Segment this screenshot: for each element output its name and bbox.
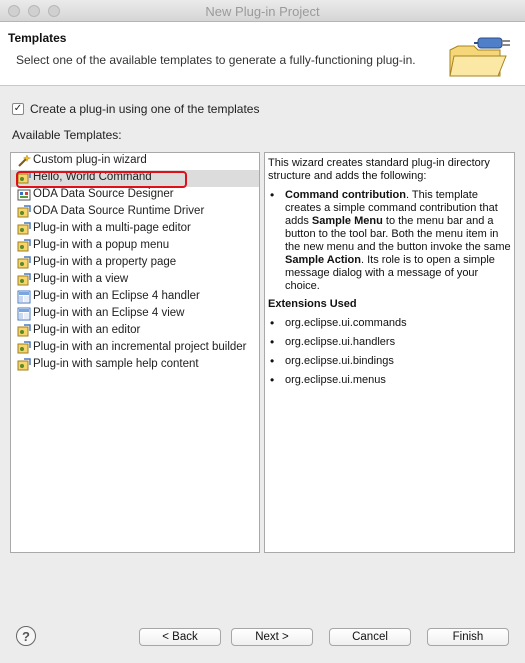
template-item-e4-handler[interactable] bbox=[11, 289, 259, 306]
create-from-template-checkbox[interactable]: ✓ bbox=[13, 103, 23, 114]
template-item-oda-designer[interactable] bbox=[11, 187, 259, 204]
template-item-label: Plug-in with a popup menu bbox=[33, 239, 170, 251]
plugin-template-icon bbox=[17, 358, 31, 372]
description-bold-command-contribution: Command contribution bbox=[285, 189, 406, 201]
template-item-view[interactable] bbox=[11, 272, 259, 289]
plugin-template-icon bbox=[17, 341, 31, 355]
page-description: Select one of the available templates to generate a fully-functioning plug-in. bbox=[16, 53, 416, 67]
description-intro: This wizard creates standard plug-in directory structure and adds the following: bbox=[268, 157, 490, 182]
available-templates-label: Available Templates: bbox=[12, 128, 122, 142]
template-item-e4-view[interactable] bbox=[11, 306, 259, 323]
window-titlebar bbox=[0, 0, 525, 22]
template-item-label: Plug-in with an Eclipse 4 view bbox=[33, 307, 185, 319]
e4-template-icon bbox=[17, 290, 31, 304]
extension-item: • org.eclipse.ui.menus bbox=[268, 374, 511, 387]
description-text: . This template creates a simple command contribution that adds bbox=[285, 189, 498, 227]
description-text: . Its role is to open a simple message dialog with a message of your choice. bbox=[285, 254, 495, 292]
extension-item: • org.eclipse.ui.commands bbox=[268, 317, 511, 330]
template-item-help-content[interactable] bbox=[11, 357, 259, 374]
template-item-label: Plug-in with an Eclipse 4 handler bbox=[33, 290, 200, 302]
extension-item: • org.eclipse.ui.bindings bbox=[268, 355, 511, 368]
page-title: Templates bbox=[8, 31, 67, 45]
template-item-incremental-builder[interactable] bbox=[11, 340, 259, 357]
template-item-label: Plug-in with a property page bbox=[33, 256, 177, 268]
template-item-multi-page-editor[interactable] bbox=[11, 221, 259, 238]
plugin-template-icon bbox=[17, 273, 31, 287]
next-button[interactable]: Next > bbox=[231, 628, 313, 646]
description-bold-sample-action: Sample Action bbox=[285, 254, 361, 266]
cancel-button[interactable]: Cancel bbox=[329, 628, 411, 646]
plugin-template-icon bbox=[17, 222, 31, 236]
description-bold-sample-menu: Sample Menu bbox=[311, 215, 383, 227]
finish-button[interactable]: Finish bbox=[427, 628, 509, 646]
template-item-custom-wizard[interactable] bbox=[11, 153, 259, 170]
help-button[interactable]: ? bbox=[16, 626, 36, 646]
plugin-template-icon bbox=[17, 239, 31, 253]
template-item-label: Plug-in with an editor bbox=[33, 324, 141, 336]
selection-highlight-annotation bbox=[16, 171, 187, 188]
plugin-template-icon bbox=[17, 205, 31, 219]
plugin-template-icon bbox=[17, 324, 31, 338]
template-item-label: Plug-in with a multi-page editor bbox=[33, 222, 191, 234]
template-item-label: Plug-in with sample help content bbox=[33, 358, 199, 370]
template-item-property-page[interactable] bbox=[11, 255, 259, 272]
description-bullet bbox=[268, 189, 511, 293]
back-button[interactable]: < Back bbox=[139, 628, 221, 646]
template-item-label: ODA Data Source Designer bbox=[33, 188, 174, 200]
template-description-panel bbox=[264, 152, 515, 553]
new-plugin-banner-icon bbox=[448, 32, 514, 80]
window-title: New Plug-in Project bbox=[205, 4, 320, 19]
template-item-oda-runtime-driver[interactable] bbox=[11, 204, 259, 221]
oda-designer-icon bbox=[17, 188, 31, 202]
extensions-used-heading: Extensions Used bbox=[268, 298, 357, 310]
template-list[interactable] bbox=[10, 152, 260, 553]
template-item-editor[interactable] bbox=[11, 323, 259, 340]
create-from-template-label: Create a plug-in using one of the templates bbox=[30, 102, 260, 116]
template-item-label: Custom plug-in wizard bbox=[33, 154, 147, 166]
description-text: to the menu bar and a button to the tool bar. Both the menu item in the new menu and the button invoke the same bbox=[285, 215, 511, 253]
template-item-popup-menu[interactable] bbox=[11, 238, 259, 255]
e4-template-icon bbox=[17, 307, 31, 321]
extension-item: • org.eclipse.ui.handlers bbox=[268, 336, 511, 349]
template-item-label: ODA Data Source Runtime Driver bbox=[33, 205, 205, 217]
template-item-label: Plug-in with an incremental project builder bbox=[33, 341, 247, 353]
template-item-label: Plug-in with a view bbox=[33, 273, 129, 285]
wizard-wand-icon bbox=[17, 154, 31, 168]
create-from-template-option[interactable] bbox=[12, 102, 259, 116]
plugin-template-icon bbox=[17, 256, 31, 270]
wizard-header bbox=[0, 22, 525, 86]
template-item-label: Hello, World Command bbox=[33, 171, 152, 183]
